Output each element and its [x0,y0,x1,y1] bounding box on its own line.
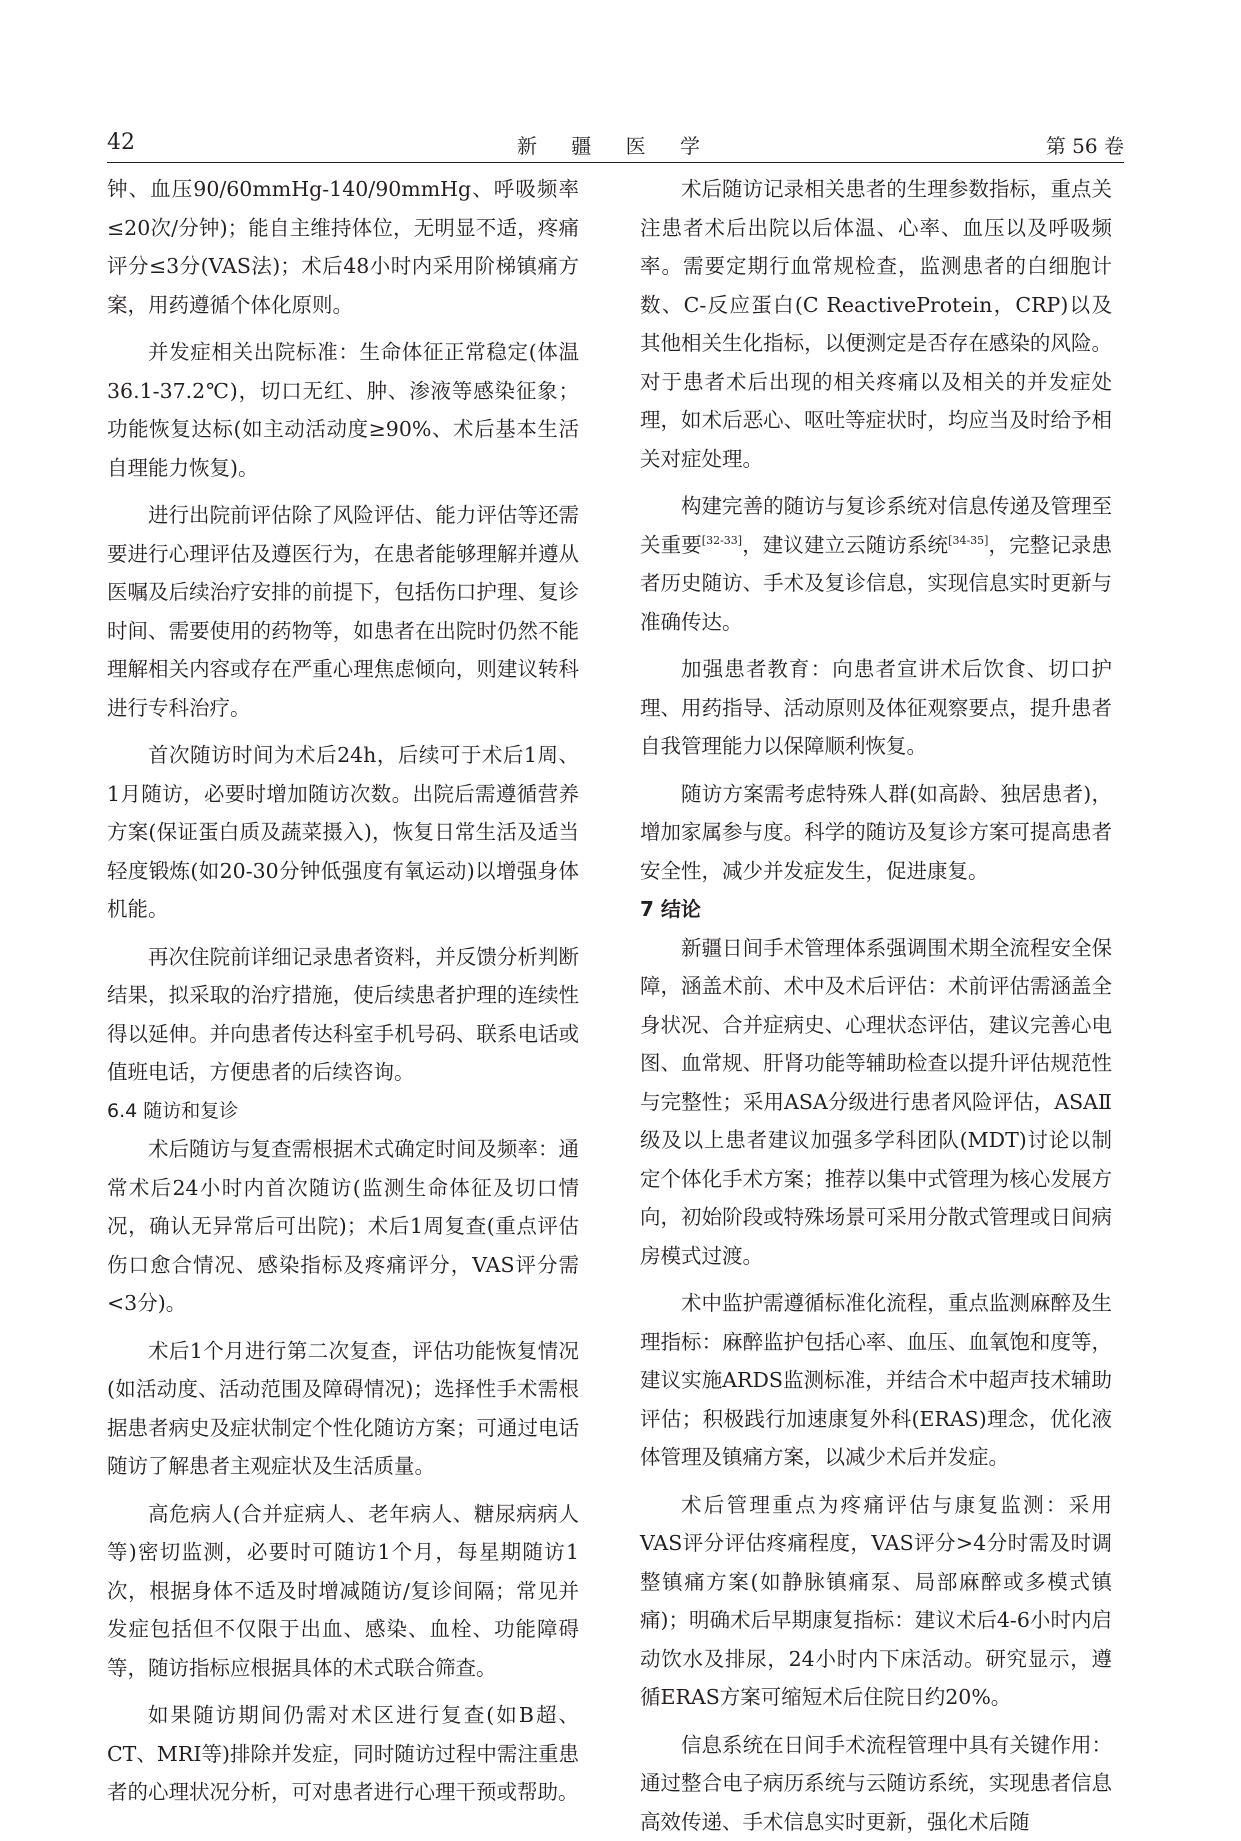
section-heading: 6.4 随访和复诊 [107,1092,579,1131]
paragraph: 信息系统在日间手术流程管理中具有关键作用：通过整合电子病历系统与云随访系统，实现患者信息高效传递、手术信息实时更新，强化术后随 [640,1726,1112,1841]
text-run: 构建完善的随访与复诊系统对信息传递及管理至关重要 [640,494,1112,557]
paragraph: 随访方案需考虑特殊人群(如高龄、独居患者)，增加家属参与度。科学的随访及复诊方案可提高患者安全性，减少并发症发生，促进康复。 [640,775,1112,891]
paragraph: 加强患者教育：向患者宣讲术后饮食、切口护理、用药指导、活动原则及体征观察要点，提升患者自我管理能力以保障顺利恢复。 [640,650,1112,766]
paragraph: 术后随访与复查需根据术式确定时间及频率：通常术后24小时内首次随访(监测生命体征及切口情况，确认无异常后可出院)；术后1周复查(重点评估伤口愈合情况、感染指标及疼痛评分，VAS评分需<3分)。 [107,1130,579,1323]
text-run: ，建议建立云随访系统 [742,533,948,557]
paragraph: 高危病人(合并症病人、老年病人、糖尿病病人等)密切监测，必要时可随访1个月，每星期随访1次，根据身体不适及时增减随访/复诊间隔；常见并发症包括但不仅限于出血、感染、血栓、功能障碍等，随访指标应根据具体的术式联合筛查。 [107,1495,579,1688]
paragraph: 新疆日间手术管理体系强调围术期全流程安全保障，涵盖术前、术中及术后评估：术前评估需涵盖全身状况、合并症病史、心理状态评估，建议完善心电图、血常规、肝肾功能等辅助检查以提升评估规范性与完整性；采用ASA分级进行患者风险评估，ASAⅡ级及以上患者建议加强多学科团队(MDT)讨论以制定个体化手术方案；推荐以集中式管理为核心发展方向，初始阶段或特殊场景可采用分散式管理或日间病房模式过渡。 [640,929,1112,1276]
section-heading: 7 结论 [640,890,1112,929]
paragraph: 术后管理重点为疼痛评估与康复监测：采用VAS评分评估疼痛程度，VAS评分>4分时需及时调整镇痛方案(如静脉镇痛泵、局部麻醉或多模式镇痛)；明确术后早期康复指标：建议术后4-6小时内启动饮水及排尿，24小时内下床活动。研究显示，遵循ERAS方案可缩短术后住院日约20%。 [640,1486,1112,1717]
running-header [107,128,1124,164]
header-rule [107,162,1124,163]
text-run: ，完整记录患者历史随访、手术及复诊信息，实现信息实时更新与准确传达。 [640,533,1112,634]
paragraph: 再次住院前详细记录患者资料，并反馈分析判断结果，拟采取的治疗措施，使后续患者护理的连续性得以延伸。并向患者传达科室手机号码、联系电话或值班电话，方便患者的后续咨询。 [107,938,579,1092]
paragraph: 术后随访记录相关患者的生理参数指标，重点关注患者术后出院以后体温、心率、血压以及呼吸频率。需要定期行血常规检查，监测患者的白细胞计数、C-反应蛋白(C ReactiveProtein，CRP)以及其他相关生化指标，以便测定是否存在感染的风险。对于患者术后出现的相关疼痛以及相关的并发症处理，如术后恶心、呕吐等症状时，均应当及时给予相关对症处理。 [640,170,1112,478]
paragraph: 如果随访期间仍需对术区进行复查(如B超、CT、MRI等)排除并发症，同时随访过程中需注重患者的心理状况分析，可对患者进行心理干预或帮助。 [107,1696,579,1812]
citation[interactable]: [34-35] [948,534,988,547]
volume-label: 第 56 卷 [1046,130,1124,159]
paragraph: 并发症相关出院标准：生命体征正常稳定(体温36.1-37.2℃)，切口无红、肿、渗液等感染征象；功能恢复达标(如主动活动度≥90%、术后基本生活自理能力恢复)。 [107,333,579,487]
right-column [640,170,1112,1841]
journal-title: 新 疆 医 学 [107,130,1124,159]
left-column [107,170,579,1812]
paragraph: 钟、血压90/60mmHg-140/90mmHg、呼吸频率≤20次/分钟)；能自主维持体位，无明显不适，疼痛评分≤3分(VAS法)；术后48小时内采用阶梯镇痛方案，用药遵循个体化原则。 [107,170,579,324]
paragraph: 术后1个月进行第二次复查，评估功能恢复情况(如活动度、活动范围及障碍情况)；选择性手术需根据患者病史及症状制定个性化随访方案；可通过电话随访了解患者主观症状及生活质量。 [107,1332,579,1486]
paragraph: 进行出院前评估除了风险评估、能力评估等还需要进行心理评估及遵医行为，在患者能够理解并遵从医嘱及后续治疗安排的前提下，包括伤口护理、复诊时间、需要使用的药物等，如患者在出院时仍然不能理解相关内容或存在严重心理焦虑倾向，则建议转科进行专科治疗。 [107,496,579,727]
citation[interactable]: [32-33] [702,534,742,547]
page-number: 42 [107,130,135,155]
paragraph: 术中监护需遵循标准化流程，重点监测麻醉及生理指标：麻醉监护包括心率、血压、血氧饱和度等，建议实施ARDS监测标准，并结合术中超声技术辅助评估；积极践行加速康复外科(ERAS)理念，优化液体管理及镇痛方案，以减少术后并发症。 [640,1284,1112,1477]
paragraph-with-citations [640,487,1112,641]
paragraph: 首次随访时间为术后24h，后续可于术后1周、1月随访，必要时增加随访次数。出院后需遵循营养方案(保证蛋白质及蔬菜摄入)，恢复日常生活及适当轻度锻炼(如20-30分钟低强度有氧运动)以增强身体机能。 [107,736,579,929]
